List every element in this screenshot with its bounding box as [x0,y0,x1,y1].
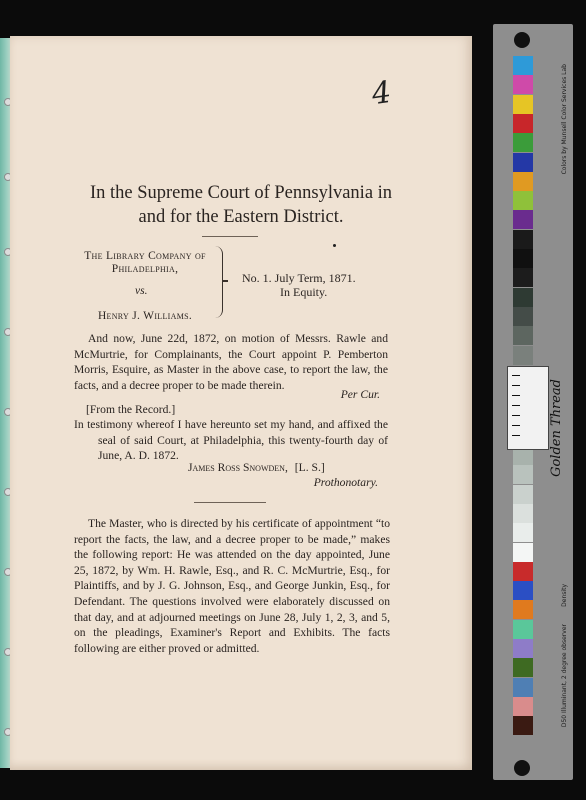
color-swatch [513,504,533,523]
color-swatch [513,172,533,191]
color-swatch [513,95,533,114]
color-calibration-strip [493,24,573,780]
testimony-paragraph: In testimony whereof I have hereunto set my hand, and affixed the seal of said Court, at Philadelphia, this twenty-fourth day of June, A. D. 1872. [74,418,388,463]
color-swatch [513,600,533,619]
color-swatch [513,697,533,716]
defendant-name: Henry J. Williams. [97,310,193,322]
color-swatch [513,523,533,542]
scale-ruler [507,366,549,450]
color-swatch [513,581,533,600]
color-swatch [513,249,533,268]
registration-circle [514,760,530,776]
case-type: In Equity. [280,285,328,299]
brand-label: Golden Thread [549,379,564,477]
color-swatch [513,326,533,345]
color-swatch [513,75,533,94]
registration-circle [514,32,530,48]
color-swatch [513,639,533,658]
color-swatch [513,543,533,562]
strip-side-text-2: D50 Illuminant, 2 degree observer [561,624,568,728]
signer-title: Prothonotary. [313,476,378,489]
color-swatch [513,191,533,210]
court-title-line-2: and for the Eastern District. [138,207,344,227]
color-swatch [513,346,533,365]
color-swatch [513,153,533,172]
case-number: No. 1. July Term, 1871. [242,271,356,285]
order-paragraph: And now, June 22d, 1872, on motion of Messrs. Rawle and McMurtrie, for Complainants, the Court appoint P. Pemberton Morris, Esquire, as Master in the above case, to report the law, the facts, and a decree proper to be made therein. [74,332,388,392]
strip-side-text-3: Density [561,584,568,607]
color-swatch [513,56,533,75]
color-swatch [513,562,533,581]
strip-side-text-1: Colors by Munsell Color Services Lab [561,64,568,175]
color-swatch [513,678,533,697]
color-swatch [513,288,533,307]
color-swatch [513,210,533,229]
caption-brace [214,246,223,318]
color-swatch [513,485,533,504]
color-swatch [513,268,533,287]
color-swatch [513,230,533,249]
ink-dot [333,244,336,247]
color-swatch [513,114,533,133]
color-swatch [513,716,533,735]
color-swatch [513,620,533,639]
signer-name: James Ross Snowden, [188,461,288,474]
color-swatch [513,658,533,677]
record-heading: [From the Record.] [86,403,176,416]
document-page [10,36,472,770]
handwritten-page-number: 4 [369,74,394,113]
color-swatch [513,465,533,484]
plaintiff-name-line-2: Philadelphia, [111,263,179,275]
signature-line [188,461,325,474]
color-swatch [513,133,533,152]
seal-mark: [L. S.] [294,461,325,474]
per-curiam: Per Cur. [340,388,380,401]
court-title-line-1: In the Supreme Court of Pennsylvania in [89,183,393,203]
section-divider [194,502,266,503]
color-swatch [513,307,533,326]
master-report-paragraph: The Master, who is directed by his certificate of appointment “to report the facts, the law, and a decree proper to be made,” makes the following report: He was attended on the day appointed, June 25, 1872, by Wm. H. Rawle, Esq., and R. C. McMurtrie, Esq., for Plaintiffs, and by J. G. Johnson, Esq., and George Junkin, Esq., for Defendant. The questions involved were elaborately discussed on that day, and at adjourned meetings on June 28, July 1, 2, 3, and 5, on the pleadings, Examiner's Report and Exhibits. The facts following are either proved or admitted. [74,517,390,655]
plaintiff-name-line-1: The Library Company of [84,250,206,262]
title-divider [202,236,258,237]
versus-label: vs. [135,285,148,297]
